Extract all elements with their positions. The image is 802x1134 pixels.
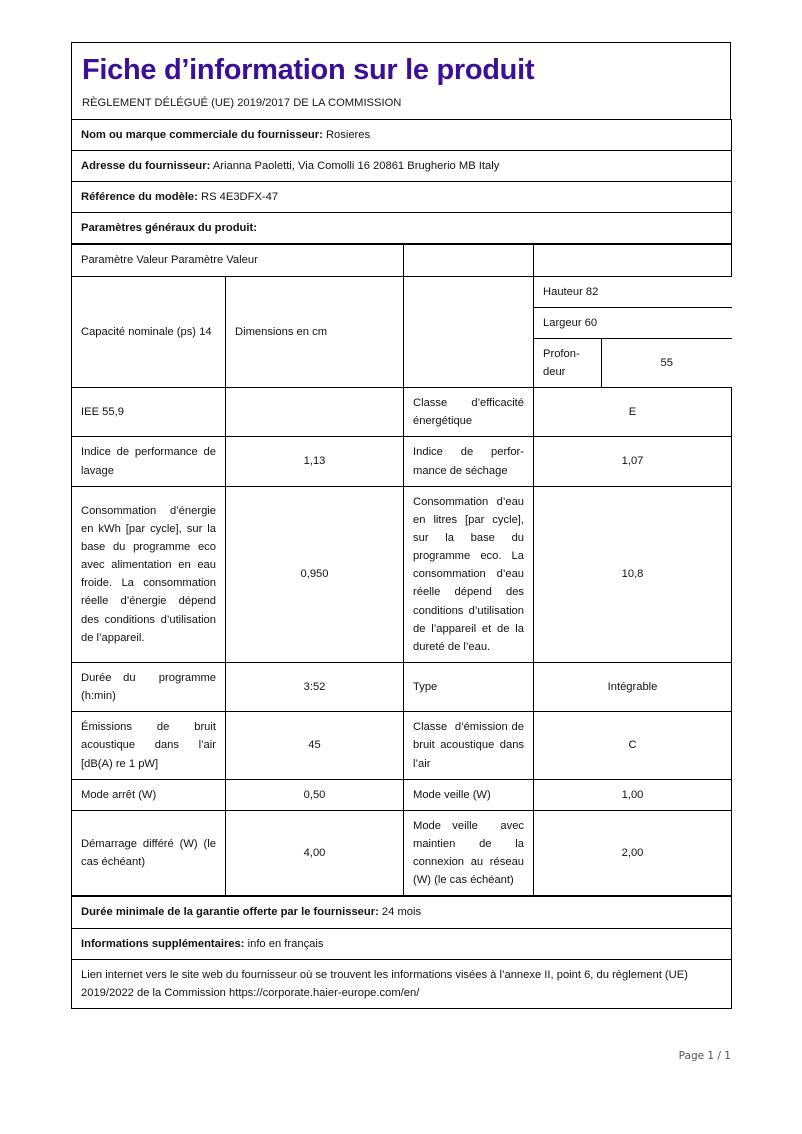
type-value: Intégrable — [534, 662, 732, 711]
capacity-spacer-cell — [404, 276, 534, 388]
table-row-duration-type — [72, 662, 732, 711]
warranty-label: Durée minimale de la garantie offerte par le fournisseur: — [81, 906, 379, 919]
parameters-table — [71, 244, 732, 896]
nominal-capacity-label: Capacité nominale (ps) 14 — [72, 276, 226, 388]
supplier-address-label: Adresse du fournisseur: — [81, 160, 211, 173]
depth-value: 55 — [601, 338, 732, 387]
dimensions-subtable-cell — [534, 276, 732, 388]
additional-info-value: info en français — [247, 937, 324, 950]
table-row-iee — [72, 388, 732, 437]
water-consumption-label: Consommation d’eau en litres [par cycle], sur la base du programme eco. La consommation d’eau réelle dépend des conditions d’utilisation de l’appareil et de la dureté de l’eau. — [404, 486, 534, 662]
model-reference-cell — [72, 182, 732, 213]
table-row-supplier-address — [72, 151, 732, 182]
delay-start-value: 4,00 — [226, 810, 404, 896]
width-label: Largeur 60 — [534, 307, 601, 338]
program-duration-value: 3:52 — [226, 662, 404, 711]
dimensions-subtable — [534, 277, 732, 388]
supplier-address-value: Arianna Paoletti, Via Comolli 16 20861 Brugherio MB Italy — [212, 160, 500, 173]
table-row-off-standby-mode — [72, 779, 732, 810]
program-duration-label: Durée du programme (h:min) — [72, 662, 226, 711]
regulation-subtitle: RÈGLEMENT DÉLÉGUÉ (UE) 2019/2017 DE LA COMMISSION — [82, 97, 402, 110]
delay-start-label: Démarrage différé (W) (le cas échéant) — [72, 810, 226, 896]
page-title: Fiche d’information sur le produit — [82, 54, 535, 86]
table-row-capacity-dimensions — [72, 276, 732, 388]
page-number-footer: Page 1 / 1 — [678, 1050, 731, 1062]
networked-standby-value: 2,00 — [534, 810, 732, 896]
additional-info-cell — [72, 928, 732, 959]
warranty-value: 24 mois — [381, 906, 422, 919]
general-parameters-label: Paramètres généraux du produit: — [81, 222, 257, 235]
supplier-name-value: Rosieres — [325, 128, 371, 141]
networked-standby-label: Mode veille avec maintien de la connexion au réseau (W) (le cas échéant) — [404, 810, 534, 896]
water-consumption-value: 10,8 — [534, 486, 732, 662]
table-row-height — [534, 277, 732, 308]
title-block — [71, 42, 731, 119]
energy-efficiency-class-value: E — [534, 388, 732, 437]
energy-efficiency-class-label: Classe d’efficacité énergétique — [404, 388, 534, 437]
noise-emission-label: Émissions de bruit acoustique dans l’air [dB(A) re 1 pW] — [72, 712, 226, 779]
height-value — [601, 277, 732, 308]
table-row-warranty — [72, 897, 732, 928]
type-label: Type — [404, 662, 534, 711]
supplier-table — [71, 119, 732, 245]
general-parameters-heading — [72, 213, 732, 244]
depth-label: Profon- deur — [534, 338, 601, 387]
drying-performance-index-value: 1,07 — [534, 437, 732, 486]
table-row-delay-start-networked-standby — [72, 810, 732, 896]
iee-value — [226, 388, 404, 437]
footer-table — [71, 896, 732, 1009]
off-mode-label: Mode arrêt (W) — [72, 779, 226, 810]
width-value — [601, 307, 732, 338]
wash-performance-index-label: Indice de performance de lavage — [72, 437, 226, 486]
column-header-spacer-2 — [534, 245, 732, 276]
wash-performance-index-value: 1,13 — [226, 437, 404, 486]
off-mode-value: 0,50 — [226, 779, 404, 810]
drying-performance-index-label: Indice de perfor-mance de séchage — [404, 437, 534, 486]
additional-info-label: Informations supplémentaires: — [81, 937, 245, 950]
supplier-address-cell — [72, 151, 732, 182]
table-row-additional-info — [72, 928, 732, 959]
column-header-cell: Paramètre Valeur Paramètre Valeur — [72, 245, 404, 276]
warranty-cell — [72, 897, 732, 928]
noise-class-label: Classe d’émission de bruit acoustique dans l’air — [404, 712, 534, 779]
column-header-spacer-1 — [404, 245, 534, 276]
noise-emission-value: 45 — [226, 712, 404, 779]
table-row-energy-water-consumption — [72, 486, 732, 662]
standby-mode-label: Mode veille (W) — [404, 779, 534, 810]
supplier-name-label: Nom ou marque commerciale du fournisseur: — [81, 128, 323, 141]
dimensions-label: Dimensions en cm — [226, 276, 404, 388]
table-row-supplier-name — [72, 119, 732, 150]
table-row-wash-index — [72, 437, 732, 486]
energy-consumption-value: 0,950 — [226, 486, 404, 662]
table-row-supplier-website-link — [72, 959, 732, 1008]
model-reference-value: RS 4E3DFX-47 — [201, 191, 279, 204]
table-row-model-reference — [72, 182, 732, 213]
iee-label: IEE 55,9 — [72, 388, 226, 437]
table-row-noise — [72, 712, 732, 779]
supplier-website-link-text: Lien internet vers le site web du fournisseur où se trouvent les informations visées à l’annexe II, point 6, du règlement (UE) 2019/2022 de la Commission https://corporate.haier-europe.com/en/ — [72, 959, 732, 1008]
standby-mode-value: 1,00 — [534, 779, 732, 810]
table-row-depth — [534, 338, 732, 387]
supplier-name-cell — [72, 119, 732, 150]
table-row-general-parameters — [72, 213, 732, 244]
height-label: Hauteur 82 — [534, 277, 601, 308]
document-sheet — [71, 42, 731, 1009]
model-reference-label: Référence du modèle: — [81, 191, 198, 204]
table-row-width — [534, 307, 732, 338]
table-row-column-header — [72, 245, 732, 276]
noise-class-value: C — [534, 712, 732, 779]
energy-consumption-label: Consommation d’énergie en kWh [par cycle], sur la base du programme eco avec alimentation en eau froide. La consommation réelle d’énergie dépend des conditions d’utilisation de l’appareil. — [72, 486, 226, 662]
